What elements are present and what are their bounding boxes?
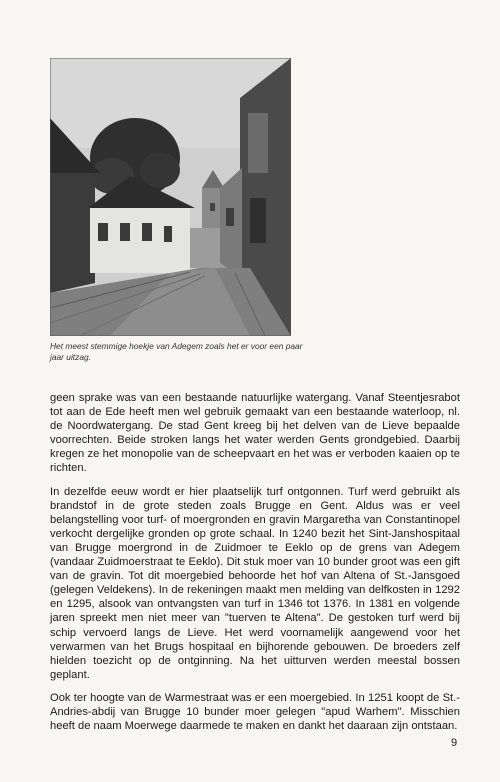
street-photo bbox=[50, 58, 291, 336]
paragraph-1: geen sprake was van een bestaande natuurlijke watergang. Vanaf Steentjesrabot tot aan de Ede heeft men wel gebruik gemaakt van een bestaande waterloop, nl. de Noordwatergang. De stad Gent kreeg bij het delven van de Lieve bepaalde voorrechten. Beide stroken langs het water werden Gents grondgebied. Daarbij kregen ze het monopolie van de scheepvaart en het was er verboden kaaien op te richten. bbox=[50, 392, 460, 475]
page-number: 9 bbox=[451, 737, 458, 749]
paragraph-3: Ook ter hoogte van de Warmestraat was er een moergebied. In 1251 koopt de St.-Andries-abdij van Brugge 10 bunder moer gelegen "apud Warhem". Misschien heeft de naam Moerwege daarmede te maken en dankt het daaraan zijn ontstaan. bbox=[50, 691, 460, 733]
paragraph-2: In dezelfde eeuw wordt er hier plaatselijk turf ontgonnen. Turf werd gebruikt als brandstof in de grote steden zoals Brugge en Gent. Aldus was er veel belangstelling voor turf- of moergronden en gravin Margaretha van Constantinopel verkocht dergelijke gronden op grote schaal. In 1240 bezit het Sint-Janshospitaal van Brugge moergrond in de Zuidmoer te Eeklo op de grens van Adegem (vandaar Zuidmoerstraat te Eeklo). Dit stuk moer van 10 bunder groot was een gift van de gravin. Tot dit moergebied behoorde het hof van Altena of St.-Jansgoed (gelegen Veldekens). In de rekeningen maakt men melding van delfkosten in 1292 en 1295, alsook van ontvangsten van turf in 1346 tot 1376. In 1381 en volgende jaren spreekt men niet meer van "tuerven te Altena". De gestoken turf werd bij schip vervoerd langs de Lieve. Het werd voornamelijk aangewend voor het verwarmen van het Brugs hospitaal en bijhorende gebouwen. De broeders zelf hielden toezicht op de ontginning. Na het uitturven werden meestal bossen geplant. bbox=[50, 485, 460, 681]
photo-caption: Het meest stemmige hoekje van Adegem zoals het er voor een paar jaar uitzag. bbox=[50, 341, 303, 362]
body-text bbox=[50, 391, 460, 742]
